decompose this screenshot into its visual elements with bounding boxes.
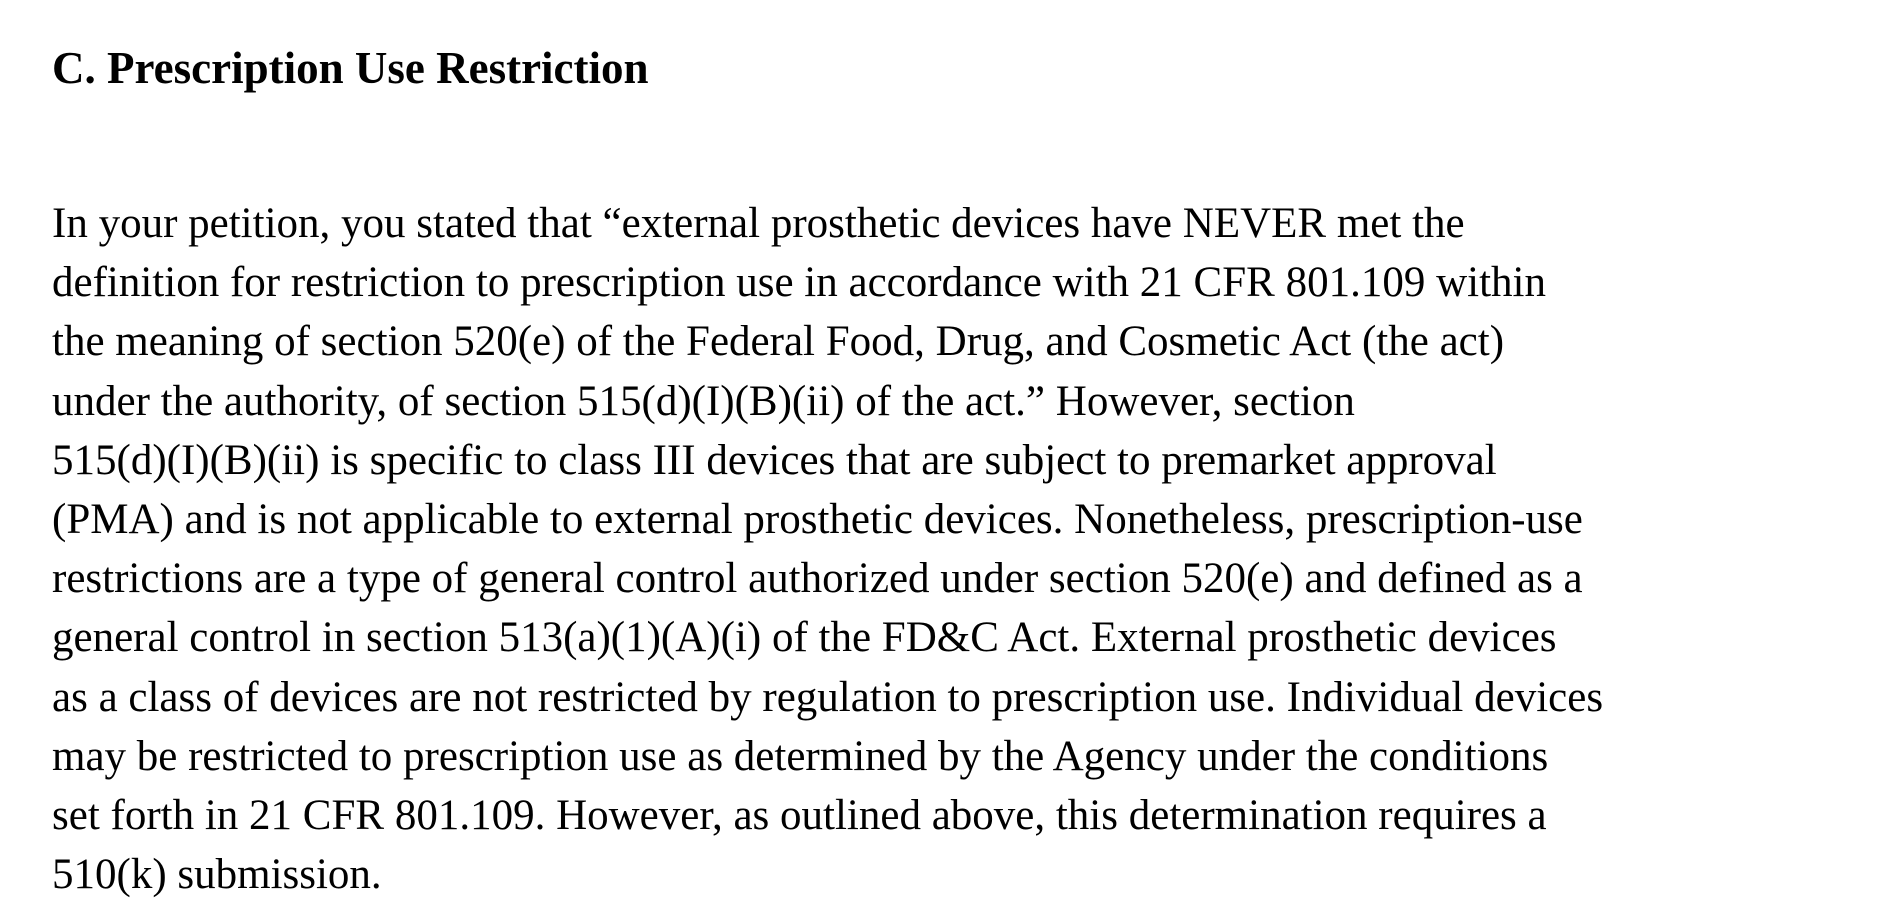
paragraph-line: In your petition, you stated that “external prosthetic devices have NEVER met the — [52, 200, 1465, 247]
paragraph-line: 515(d)(I)(B)(ii) is specific to class III devices that are subject to premarket approval — [52, 436, 1497, 484]
paragraph-line: the meaning of section 520(e) of the Federal Food, Drug, and Cosmetic Act (the act) — [52, 318, 1505, 366]
section-paragraph — [52, 194, 1872, 904]
paragraph-line: definition for restriction to prescription use in accordance with 21 CFR 801.109 within — [52, 259, 1546, 307]
paragraph-line: may be restricted to prescription use as determined by the Agency under the conditions — [52, 732, 1549, 780]
paragraph-line: set forth in 21 CFR 801.109. However, as outlined above, this determination requires a — [52, 792, 1547, 840]
paragraph-line: 510(k) submission. — [52, 851, 382, 899]
paragraph-line: general control in section 513(a)(1)(A)(i) of the FD&C Act. External prosthetic devices — [52, 614, 1557, 662]
paragraph-line: under the authority, of section 515(d)(I)(B)(ii) of the act.” However, section — [52, 377, 1355, 425]
section-heading: C. Prescription Use Restriction — [52, 43, 649, 93]
paragraph-line: (PMA) and is not applicable to external prosthetic devices. Nonetheless, prescription-use — [52, 496, 1583, 544]
document-section — [52, 38, 1872, 904]
paragraph-line: restrictions are a type of general control authorized under section 520(e) and defined as a — [52, 555, 1583, 603]
paragraph-line: as a class of devices are not restricted by regulation to prescription use. Individual devices — [52, 673, 1604, 721]
